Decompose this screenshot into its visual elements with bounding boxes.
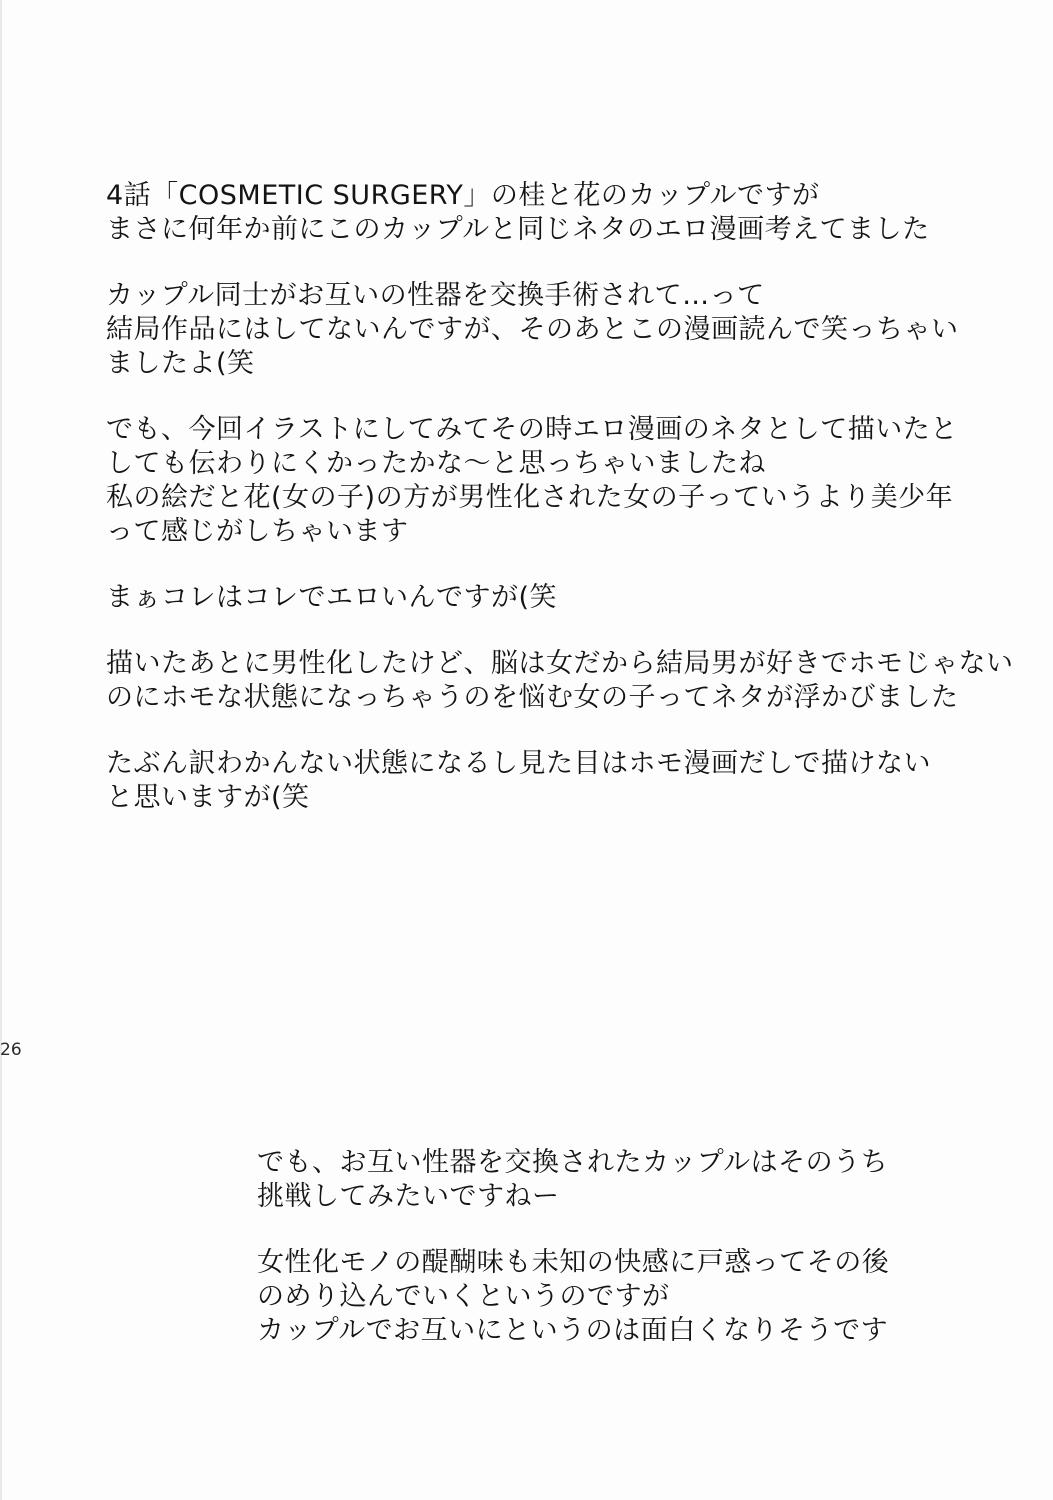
text-line: しても伝わりにくかったかな～と思っちゃいましたね bbox=[106, 448, 766, 479]
text-line: 描いたあとに男性化したけど、脳は女だから結局男が好きでホモじゃない bbox=[106, 648, 1014, 679]
text-line: 私の絵だと花(女の子)の方が男性化された女の子っていうより美少年 bbox=[106, 482, 954, 513]
text-line: でも、今回イラストにしてみてその時エロ漫画のネタとして描いたと bbox=[106, 414, 958, 445]
text-line: カップルでお互いにというのは面白くなりそうです bbox=[257, 1315, 889, 1346]
page-number: 26 bbox=[0, 1040, 22, 1060]
text-line: と思いますが(笑 bbox=[106, 782, 310, 813]
paragraph-4 bbox=[106, 581, 1026, 615]
text-line: のめり込んでいくというのですが bbox=[257, 1281, 670, 1312]
text-line: ましたよ(笑 bbox=[106, 348, 255, 379]
text-line: って感じがしちゃいます bbox=[106, 516, 409, 547]
text-line: 挑戦してみたいですねー bbox=[257, 1181, 560, 1212]
text-line: 結局作品にはしてないんですが、そのあとこの漫画読んで笑っちゃい bbox=[106, 314, 959, 345]
aside-paragraph-1 bbox=[257, 1146, 957, 1214]
text-line: 4話「COSMETIC SURGERY」の桂と花のカップルですが bbox=[106, 180, 820, 211]
text-line: でも、お互い性器を交換されたカップルはそのうち bbox=[257, 1147, 889, 1178]
paragraph-3 bbox=[106, 413, 1026, 549]
paragraph-2 bbox=[106, 279, 1026, 381]
page-edge bbox=[0, 0, 2, 1500]
main-text-block bbox=[106, 179, 1026, 815]
text-line: まぁコレはコレでエロいんですが(笑 bbox=[106, 582, 558, 613]
aside-text-block bbox=[257, 1146, 957, 1348]
paragraph-1 bbox=[106, 179, 1026, 247]
paragraph-5 bbox=[106, 647, 1026, 715]
text-line: まさに何年か前にこのカップルと同じネタのエロ漫画考えてました bbox=[106, 214, 930, 245]
paragraph-6 bbox=[106, 747, 1026, 815]
aside-paragraph-2 bbox=[257, 1246, 957, 1348]
text-line: 女性化モノの醍醐味も未知の快感に戸惑ってその後 bbox=[257, 1247, 890, 1278]
text-line: カップル同士がお互いの性器を交換手術されて…って bbox=[106, 280, 765, 311]
text-line: たぶん訳わかんない状態になるし見た目はホモ漫画だしで描けない bbox=[106, 748, 931, 779]
text-line: のにホモな状態になっちゃうのを悩む女の子ってネタが浮かびました bbox=[106, 682, 959, 713]
